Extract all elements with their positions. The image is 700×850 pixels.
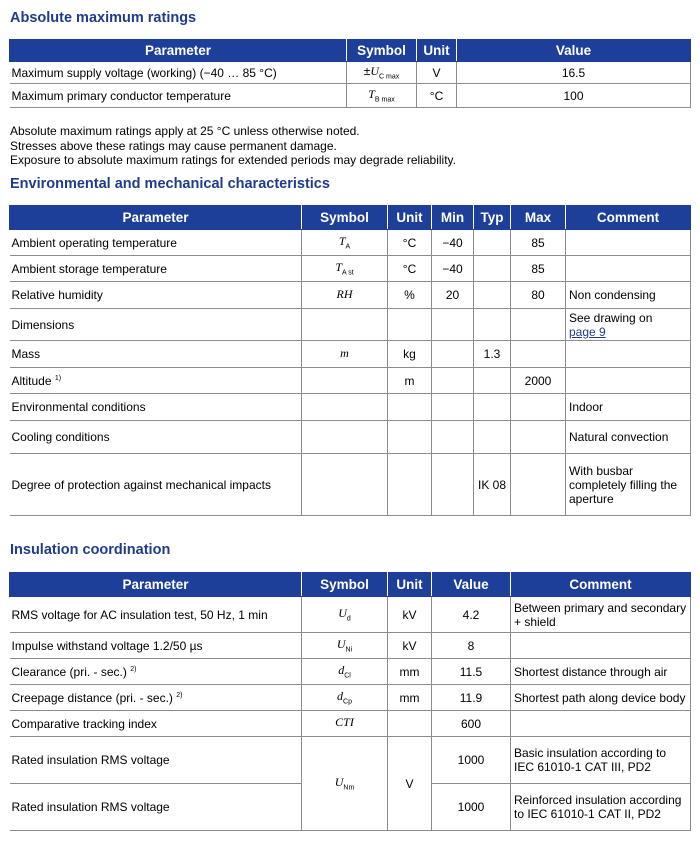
typ-cell [474, 368, 511, 394]
header-value: Value [432, 573, 511, 597]
typ-cell [474, 421, 511, 454]
value-cell: 4.2 [432, 597, 511, 633]
table-row [10, 421, 691, 454]
section-title-absolute: Absolute maximum ratings [10, 10, 197, 26]
symbol-cell [302, 368, 388, 394]
absolute-ratings-table [9, 39, 691, 108]
header-unit: Unit [388, 573, 432, 597]
symbol-cell: $T_A$ [302, 230, 388, 256]
symbol-cell: $U_{Nm}$ [302, 737, 388, 831]
typ-cell [474, 394, 511, 421]
parameter-cell: Maximum primary conductor temperature [10, 84, 347, 108]
parameter-cell: Rated insulation RMS voltage [10, 784, 302, 831]
table-row [10, 659, 691, 685]
comment-cell: With busbar completely filling the aperture [566, 454, 691, 516]
unit-cell: kV [388, 597, 432, 633]
max-cell: 85 [511, 230, 566, 256]
symbol-cell: $U_d$ [302, 597, 388, 633]
note-line: Stresses above these ratings may cause permanent damage. [10, 138, 337, 153]
comment-cell [566, 230, 691, 256]
table-row [10, 454, 691, 516]
value-cell: 16.5 [457, 62, 691, 84]
unit-cell [388, 454, 432, 516]
page-link[interactable]: page 9 [569, 324, 606, 339]
comment-cell: Non condensing [566, 282, 691, 309]
header-parameter: Parameter [10, 573, 302, 597]
header-parameter: Parameter [10, 206, 302, 230]
parameter-cell: RMS voltage for AC insulation test, 50 Hz, 1 min [10, 597, 302, 633]
min-cell [432, 368, 474, 394]
parameter-cell: Altitude $^{1)}$ [10, 368, 302, 394]
comment-cell: See drawing on page 9 [566, 309, 691, 341]
section-title-environmental: Environmental and mechanical characteristics [10, 176, 330, 192]
header-symbol: Symbol [347, 40, 417, 62]
unit-cell: mm [388, 659, 432, 685]
parameter-cell: Mass [10, 341, 302, 368]
min-cell: −40 [432, 230, 474, 256]
table-row [10, 282, 691, 309]
value-cell: 8 [432, 633, 511, 659]
min-cell [432, 341, 474, 368]
table-row [10, 368, 691, 394]
header-symbol: Symbol [302, 206, 388, 230]
section-title-insulation: Insulation coordination [10, 542, 171, 558]
table-row [10, 84, 691, 108]
unit-cell: m [388, 368, 432, 394]
comment-cell: Indoor [566, 394, 691, 421]
value-cell: 100 [457, 84, 691, 108]
unit-cell: kV [388, 633, 432, 659]
max-cell [511, 309, 566, 341]
parameter-cell: Cooling conditions [10, 421, 302, 454]
min-cell [432, 309, 474, 341]
symbol-cell: RH [302, 282, 388, 309]
header-parameter: Parameter [10, 40, 347, 62]
typ-cell: IK 08 [474, 454, 511, 516]
comment-cell: Basic insulation according to IEC 61010-1 CAT III, PD2 [511, 737, 691, 784]
unit-cell [388, 711, 432, 737]
min-cell: 20 [432, 282, 474, 309]
symbol-cell: $d_{Cl}$ [302, 659, 388, 685]
header-value: Value [457, 40, 691, 62]
insulation-table [9, 572, 691, 831]
unit-cell: °C [388, 256, 432, 282]
max-cell: 2000 [511, 368, 566, 394]
table-row [10, 230, 691, 256]
max-cell [511, 394, 566, 421]
symbol-cell: $d_{Cp}$ [302, 685, 388, 711]
header-comment: Comment [511, 573, 691, 597]
min-cell [432, 394, 474, 421]
parameter-cell: Relative humidity [10, 282, 302, 309]
symbol-cell [302, 309, 388, 341]
unit-cell: °C [417, 84, 457, 108]
comment-cell [566, 368, 691, 394]
symbol-cell: $T_{B max}$ [347, 84, 417, 108]
header-unit: Unit [417, 40, 457, 62]
min-cell: −40 [432, 256, 474, 282]
table-row [10, 685, 691, 711]
parameter-cell: Creepage distance (pri. - sec.) $^{2)}$ [10, 685, 302, 711]
max-cell: 85 [511, 256, 566, 282]
symbol-cell [302, 454, 388, 516]
parameter-cell: Ambient operating temperature [10, 230, 302, 256]
comment-cell: Reinforced insulation according to IEC 61010-1 CAT II, PD2 [511, 784, 691, 831]
comment-cell: Between primary and secondary + shield [511, 597, 691, 633]
environmental-table [9, 205, 691, 516]
note-line: Exposure to absolute maximum ratings for extended periods may degrade reliability. [10, 153, 457, 167]
parameter-cell: Impulse withstand voltage 1.2/50 µs [10, 633, 302, 659]
parameter-cell: Rated insulation RMS voltage [10, 737, 302, 784]
comment-cell: Shortest path along device body [511, 685, 691, 711]
max-cell [511, 421, 566, 454]
comment-cell [566, 341, 691, 368]
comment-cell: Shortest distance through air [511, 659, 691, 685]
typ-cell [474, 309, 511, 341]
symbol-cell [302, 394, 388, 421]
unit-cell: V [388, 737, 432, 831]
value-cell: 11.9 [432, 685, 511, 711]
header-typ: Typ [474, 206, 511, 230]
table-row [10, 309, 691, 341]
unit-cell: % [388, 282, 432, 309]
table-row [10, 256, 691, 282]
table-row [10, 62, 691, 84]
unit-cell: V [417, 62, 457, 84]
comment-cell [511, 711, 691, 737]
parameter-cell: Comparative tracking index [10, 711, 302, 737]
typ-cell [474, 256, 511, 282]
symbol-cell: $U_{Ni}$ [302, 633, 388, 659]
value-cell: 1000 [432, 784, 511, 831]
table-row [10, 341, 691, 368]
comment-cell: Natural convection [566, 421, 691, 454]
parameter-cell: Degree of protection against mechanical impacts [10, 454, 302, 516]
header-min: Min [432, 206, 474, 230]
symbol-cell: $T_{A st}$ [302, 256, 388, 282]
parameter-cell: Clearance (pri. - sec.) $^{2)}$ [10, 659, 302, 685]
value-cell: 1000 [432, 737, 511, 784]
value-cell: 600 [432, 711, 511, 737]
absolute-ratings-notes [10, 124, 456, 168]
table-row [10, 711, 691, 737]
symbol-cell: CTI [302, 711, 388, 737]
symbol-cell [302, 421, 388, 454]
unit-cell: °C [388, 230, 432, 256]
unit-cell: mm [388, 685, 432, 711]
parameter-cell: Ambient storage temperature [10, 256, 302, 282]
header-max: Max [511, 206, 566, 230]
typ-cell [474, 230, 511, 256]
symbol-cell: m [302, 341, 388, 368]
min-cell [432, 454, 474, 516]
parameter-cell: Maximum supply voltage (working) (−40 … 85 °C) [10, 62, 347, 84]
min-cell [432, 421, 474, 454]
table-row [10, 597, 691, 633]
unit-cell [388, 421, 432, 454]
symbol-cell: $\pm U_{C max}$ [347, 62, 417, 84]
parameter-cell: Dimensions [10, 309, 302, 341]
note-line: Absolute maximum ratings apply at 25 °C unless otherwise noted. [10, 124, 360, 138]
unit-cell [388, 309, 432, 341]
unit-cell: kg [388, 341, 432, 368]
header-unit: Unit [388, 206, 432, 230]
table-row [10, 737, 691, 784]
comment-cell [566, 256, 691, 282]
typ-cell [474, 282, 511, 309]
table-row [10, 394, 691, 421]
header-symbol: Symbol [302, 573, 388, 597]
comment-cell [511, 633, 691, 659]
unit-cell [388, 394, 432, 421]
max-cell: 80 [511, 282, 566, 309]
typ-cell: 1.3 [474, 341, 511, 368]
header-comment: Comment [566, 206, 691, 230]
table-row [10, 633, 691, 659]
value-cell: 11.5 [432, 659, 511, 685]
parameter-cell: Environmental conditions [10, 394, 302, 421]
max-cell [511, 341, 566, 368]
max-cell [511, 454, 566, 516]
